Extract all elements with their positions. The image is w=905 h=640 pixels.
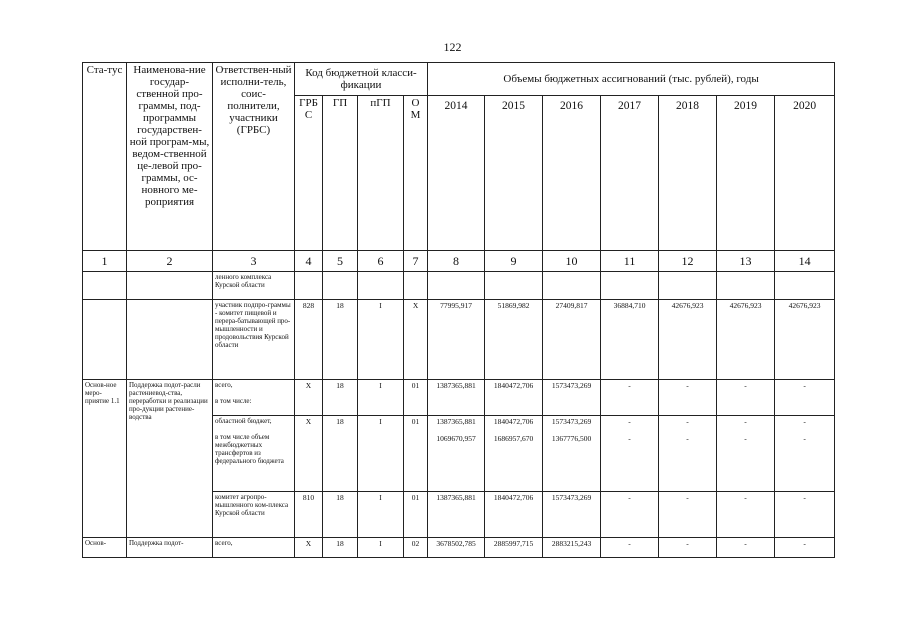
status-cell: Основ- xyxy=(83,538,127,558)
pgp-cell: I xyxy=(358,416,404,492)
column-number: 8 xyxy=(428,251,485,272)
value-cell: - xyxy=(775,538,835,558)
om-cell: 01 xyxy=(404,416,428,492)
value-cell: 1573473,269 xyxy=(543,492,601,538)
table-row xyxy=(83,300,835,380)
header-volumes: Объемы бюджетных ассигнований (тыс. рублей), годы xyxy=(428,63,835,96)
header-name: Наименова-ние государ-ственной про-граммы, под-программы государствен-ной програм-мы, ведом-ственной це-левой про-граммы, ос-новного ме-роприятия xyxy=(127,63,213,251)
grbs-cell: 828 xyxy=(295,300,323,380)
value-cell: - - xyxy=(775,416,835,492)
header-year: 2018 xyxy=(659,96,717,251)
gp-cell: 18 xyxy=(323,380,358,416)
value-cell: - xyxy=(601,538,659,558)
column-number: 5 xyxy=(323,251,358,272)
column-number: 11 xyxy=(601,251,659,272)
value-cell: - xyxy=(717,538,775,558)
value-cell: - - xyxy=(659,416,717,492)
column-number: 1 xyxy=(83,251,127,272)
value-cell: 42676,923 xyxy=(659,300,717,380)
value-cell: 1387365,881 1069670,957 xyxy=(428,416,485,492)
table-row xyxy=(83,380,835,416)
header-grbs: ГРБ С xyxy=(295,96,323,251)
gp-cell: 18 xyxy=(323,492,358,538)
value-cell: 1573473,269 1367776,500 xyxy=(543,416,601,492)
header-year: 2020 xyxy=(775,96,835,251)
column-number: 13 xyxy=(717,251,775,272)
column-number: 10 xyxy=(543,251,601,272)
value-cell: 1387365,881 xyxy=(428,492,485,538)
value-cell: 77995,917 xyxy=(428,300,485,380)
value-cell: 1840472,706 xyxy=(485,380,543,416)
header-year: 2016 xyxy=(543,96,601,251)
value-cell: - xyxy=(659,380,717,416)
pgp-cell: I xyxy=(358,538,404,558)
status-cell: Основ-ное меро-приятие 1.1 xyxy=(83,380,127,538)
column-number: 3 xyxy=(213,251,295,272)
budget-table xyxy=(82,62,835,558)
gp-cell: 18 xyxy=(323,538,358,558)
header-row-1 xyxy=(83,63,835,96)
om-cell: X xyxy=(404,300,428,380)
table-row xyxy=(83,272,835,300)
name-cell: Поддержка подот-расли растениевод-ства, переработки и реализации про-дукции растение-водства xyxy=(127,380,213,538)
column-number: 4 xyxy=(295,251,323,272)
grbs-cell: X xyxy=(295,538,323,558)
pgp-cell: I xyxy=(358,380,404,416)
gp-cell: 18 xyxy=(323,300,358,380)
header-pgp: пГП xyxy=(358,96,404,251)
value-cell: 2885997,715 xyxy=(485,538,543,558)
pgp-cell: I xyxy=(358,492,404,538)
federal-transfers-label: в том числе объем межбюджетных трансфертов из федерального бюджета xyxy=(215,433,284,465)
value-cell: - xyxy=(717,492,775,538)
page-number: 122 xyxy=(443,40,462,54)
value-cell: 36884,710 xyxy=(601,300,659,380)
responsible-cell xyxy=(213,416,295,492)
value-cell: 2883215,243 xyxy=(543,538,601,558)
om-cell: 01 xyxy=(404,492,428,538)
value-cell: 27409,817 xyxy=(543,300,601,380)
pgp-cell: I xyxy=(358,300,404,380)
om-cell: 01 xyxy=(404,380,428,416)
value-cell: 1840472,706 1686957,670 xyxy=(485,416,543,492)
value-cell: 42676,923 xyxy=(717,300,775,380)
header-om: О М xyxy=(404,96,428,251)
responsible-cell: всего, xyxy=(213,538,295,558)
grbs-cell: X xyxy=(295,380,323,416)
header-year: 2014 xyxy=(428,96,485,251)
value-cell: - xyxy=(659,492,717,538)
header-gp: ГП xyxy=(323,96,358,251)
value-cell: 42676,923 xyxy=(775,300,835,380)
column-number: 9 xyxy=(485,251,543,272)
value-cell: - xyxy=(717,380,775,416)
responsible-cell xyxy=(213,380,295,416)
grbs-cell: 810 xyxy=(295,492,323,538)
value-cell: 51869,982 xyxy=(485,300,543,380)
header-responsible: Ответствен-ный исполни-тель, соис-полнители, участники (ГРБС) xyxy=(213,63,295,251)
column-number: 6 xyxy=(358,251,404,272)
value-cell: - xyxy=(775,380,835,416)
value-cell: - xyxy=(659,538,717,558)
header-year: 2017 xyxy=(601,96,659,251)
value-cell: - xyxy=(601,492,659,538)
value-cell: 1387365,881 xyxy=(428,380,485,416)
grbs-cell: X xyxy=(295,416,323,492)
table-row xyxy=(83,538,835,558)
value-cell: - xyxy=(601,380,659,416)
responsible-including-label: в том числе: xyxy=(215,397,252,405)
header-status: Ста-тус xyxy=(83,63,127,251)
column-number: 14 xyxy=(775,251,835,272)
responsible-cell: участник подпро-граммы - комитет пищевой и перера-батывающей про-мышленности и продовольствия Курской области xyxy=(213,300,295,380)
column-number: 2 xyxy=(127,251,213,272)
regional-budget-label: областной бюджет, xyxy=(215,417,272,425)
column-number: 7 xyxy=(404,251,428,272)
header-budget-code: Код бюджетной класси-фикации xyxy=(295,63,428,96)
name-cell: Поддержка подот- xyxy=(127,538,213,558)
value-cell: 1840472,706 xyxy=(485,492,543,538)
om-cell: 02 xyxy=(404,538,428,558)
value-cell: - - xyxy=(717,416,775,492)
header-year: 2015 xyxy=(485,96,543,251)
value-cell: 1573473,269 xyxy=(543,380,601,416)
responsible-total-label: всего, xyxy=(215,381,233,389)
value-cell: 3678502,785 xyxy=(428,538,485,558)
header-year: 2019 xyxy=(717,96,775,251)
responsible-cell: комитет агропро-мышленного ком-плекса Курской области xyxy=(213,492,295,538)
gp-cell: 18 xyxy=(323,416,358,492)
value-cell: - xyxy=(775,492,835,538)
responsible-cell: ленного комплекса Курской области xyxy=(213,272,295,300)
value-cell: - - xyxy=(601,416,659,492)
column-number-row xyxy=(83,251,835,272)
column-number: 12 xyxy=(659,251,717,272)
